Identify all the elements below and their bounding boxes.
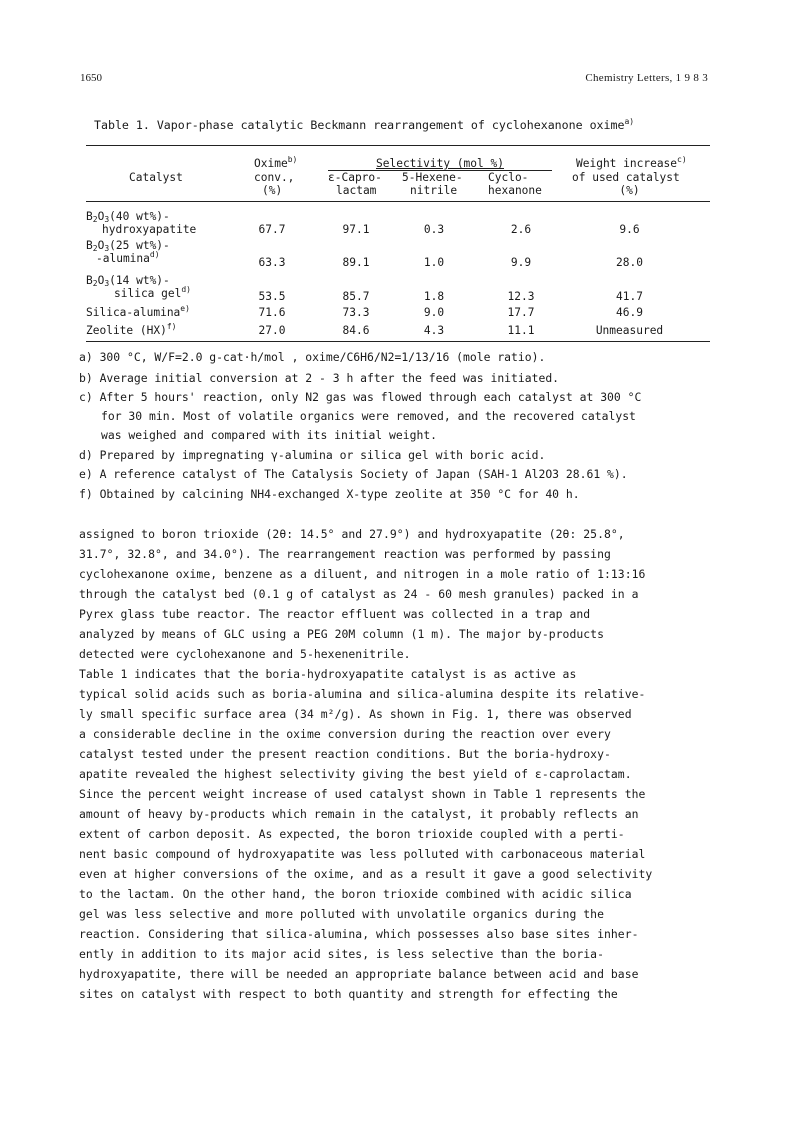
footnote-e: e) A reference catalyst of The Catalysis Society of Japan (SAH-1 Al2O3 28.61 %). bbox=[79, 467, 628, 481]
table-top-rule bbox=[86, 145, 710, 146]
body-line: apatite revealed the highest selectivity giving the best yield of ε-caprolactam. bbox=[79, 767, 632, 781]
footnote-c: c) After 5 hours' reaction, only N2 gas was flowed through each catalyst at 300 °C bbox=[79, 390, 642, 404]
row5-weight: Unmeasured bbox=[595, 324, 664, 337]
row1-caprolactam: 97.1 bbox=[342, 223, 370, 236]
header-weight bbox=[576, 155, 687, 170]
row5-hexenenitrile: 4.3 bbox=[423, 324, 445, 337]
row1-catalyst-1: $B_2O_3(40$ wt%)- bbox=[86, 210, 170, 224]
body-line: cyclohexanone oxime, benzene as a diluent, and nitrogen in a mole ratio of 1:13:16 bbox=[79, 567, 646, 581]
header-oxime-unit: (%) bbox=[262, 184, 283, 197]
row3-catalyst-note: d) bbox=[181, 285, 191, 294]
row2-conv: 63.3 bbox=[258, 256, 286, 269]
footnote-b: b) Average initial conversion at 2 - 3 h after the feed was initiated. bbox=[79, 371, 560, 385]
row2-hexenenitrile: 1.0 bbox=[423, 256, 445, 269]
header-oxime-conv: conv., bbox=[254, 171, 295, 184]
footnote-d: d) Prepared by impregnating γ-alumina or silica gel with boric acid. bbox=[79, 448, 546, 462]
row3-hexenenitrile: 1.8 bbox=[423, 290, 445, 303]
row3-catalyst-label: silica gel bbox=[114, 287, 182, 300]
body-line: typical solid acids such as boria-alumina and silica-alumina despite its relative- bbox=[79, 687, 646, 701]
body-line: hydroxyapatite, there will be needed an appropriate balance between acid and base bbox=[79, 967, 639, 981]
body-line: Since the percent weight increase of used catalyst shown in Table 1 represents the bbox=[79, 787, 646, 801]
row4-hexenenitrile: 9.0 bbox=[423, 306, 445, 319]
page-number: 1650 bbox=[80, 72, 102, 84]
header-weight-2: of used catalyst bbox=[572, 171, 680, 184]
body-line: a considerable decline in the oxime conversion during the reaction over every bbox=[79, 727, 611, 741]
body-line: even at higher conversions of the oxime, and as a result it gave a good selectivity bbox=[79, 867, 653, 881]
row4-caprolactam: 73.3 bbox=[342, 306, 370, 319]
body-line: sites on catalyst with respect to both quantity and strength for effecting the bbox=[79, 987, 618, 1001]
row1-hexenenitrile: 0.3 bbox=[423, 223, 445, 236]
caption-footnote-mark: a) bbox=[624, 117, 635, 126]
header-weight-unit: (%) bbox=[619, 184, 640, 197]
row5-catalyst-label: Zeolite (HX) bbox=[86, 324, 167, 337]
header-oxime-label: Oxime bbox=[254, 157, 288, 170]
header-hexenenitrile-1: 5-Hexene- bbox=[402, 171, 463, 184]
header-caprolactam-1: ε-Capro- bbox=[328, 171, 382, 184]
body-line: extent of carbon deposit. As expected, the boron trioxide coupled with a perti- bbox=[79, 827, 625, 841]
row3-weight: 41.7 bbox=[616, 290, 643, 303]
body-line: ently in addition to its major acid sites, is less selective than the boria- bbox=[79, 947, 604, 961]
row3-caprolactam: 85.7 bbox=[342, 290, 370, 303]
row5-caprolactam: 84.6 bbox=[342, 324, 370, 337]
body-line: gel was less selective and more polluted with unvolatile organics during the bbox=[79, 907, 604, 921]
body-line: through the catalyst bed (0.1 g of catalyst as 24 - 60 mesh granules) packed in a bbox=[79, 587, 639, 601]
body-line: to the lactam. On the other hand, the boron trioxide combined with acidic silica bbox=[79, 887, 632, 901]
table-header-rule bbox=[86, 201, 710, 202]
row2-caprolactam: 89.1 bbox=[342, 256, 370, 269]
row1-catalyst-2: hydroxyapatite bbox=[102, 223, 197, 236]
journal-name: Chemistry Letters, 1 9 8 3 bbox=[585, 72, 708, 84]
row3-conv: 53.5 bbox=[258, 290, 286, 303]
body-line: analyzed by means of GLC using a PEG 20M column (1 m). The major by-products bbox=[79, 627, 604, 641]
row2-catalyst-2 bbox=[96, 250, 160, 265]
row4-conv: 71.6 bbox=[258, 306, 286, 319]
body-line: 31.7°, 32.8°, and 34.0°). The rearrangement reaction was performed by passing bbox=[79, 547, 611, 561]
header-selectivity: Selectivity (mol %) bbox=[376, 157, 504, 170]
body-line: reaction. Considering that silica-alumina, which possesses also base sites inher- bbox=[79, 927, 639, 941]
body-line: amount of heavy by-products which remain in the catalyst, it probably reflects an bbox=[79, 807, 639, 821]
body-line: Table 1 indicates that the boria-hydroxyapatite catalyst is as active as bbox=[79, 667, 577, 681]
table-bottom-rule bbox=[86, 341, 710, 342]
row3-catalyst-2 bbox=[114, 285, 191, 300]
header-catalyst: Catalyst bbox=[129, 171, 183, 184]
body-line: assigned to boron trioxide (2θ: 14.5° and 27.9°) and hydroxyapatite (2θ: 25.8°, bbox=[79, 527, 625, 541]
page-header bbox=[80, 72, 708, 88]
table-caption bbox=[94, 118, 634, 132]
body-line: Pyrex glass tube reactor. The reactor effluent was collected in a trap and bbox=[79, 607, 591, 621]
row2-catalyst-1: $B_2O_3(25$ wt%)- bbox=[86, 239, 170, 253]
row2-cyclohexanone: 9.9 bbox=[510, 256, 532, 269]
row4-catalyst-note: e) bbox=[180, 304, 190, 313]
header-oxime-note: b) bbox=[287, 155, 298, 164]
row4-weight: 46.9 bbox=[616, 306, 643, 319]
row5-cyclohexanone: 11.1 bbox=[507, 324, 535, 337]
header-weight-note: c) bbox=[677, 155, 687, 164]
row1-conv: 67.7 bbox=[258, 223, 286, 236]
row5-catalyst-note: f) bbox=[166, 322, 177, 331]
body-line: detected were cyclohexanone and 5-hexenenitrile. bbox=[79, 647, 411, 661]
row2-weight: 28.0 bbox=[616, 256, 643, 269]
row3-catalyst-1: $B_2O_3(14$ wt%)- bbox=[86, 274, 170, 288]
row2-catalyst-label: -alumina bbox=[96, 252, 150, 265]
footnote-a: a) 300 °C, W/F=2.0 g-cat·h/mol , oxime/C6H6/N2=1/13/16 (mole ratio). bbox=[79, 350, 546, 364]
row5-conv: 27.0 bbox=[258, 324, 286, 337]
body-line: ly small specific surface area (34 m²/g). As shown in Fig. 1, there was observed bbox=[79, 707, 632, 721]
body-line: nent basic compound of hydroxyapatite was less polluted with carbonaceous material bbox=[79, 847, 646, 861]
header-cyclohexanone-2: hexanone bbox=[488, 184, 542, 197]
row5-catalyst bbox=[86, 322, 177, 337]
row4-catalyst-label: Silica-alumina bbox=[86, 306, 181, 319]
row4-cyclohexanone: 17.7 bbox=[507, 306, 535, 319]
body-line: catalyst tested under the present reaction conditions. But the boria-hydroxy- bbox=[79, 747, 611, 761]
header-caprolactam-2: lactam bbox=[336, 184, 377, 197]
row2-catalyst-note: d) bbox=[149, 250, 160, 259]
header-cyclohexanone-1: Cyclo- bbox=[488, 171, 529, 184]
footnote-c-cont-1: for 30 min. Most of volatile organics were removed, and the recovered catalyst bbox=[101, 409, 636, 423]
row1-cyclohexanone: 2.6 bbox=[510, 223, 532, 236]
header-oxime bbox=[254, 155, 298, 170]
row3-cyclohexanone: 12.3 bbox=[507, 290, 535, 303]
footnote-c-cont-2: was weighed and compared with its initial weight. bbox=[101, 428, 438, 442]
footnote-f: f) Obtained by calcining NH4-exchanged X-type zeolite at 350 °C for 40 h. bbox=[79, 487, 580, 501]
table-caption-text: Table 1. Vapor-phase catalytic Beckmann rearrangement of cyclohexanone oxime bbox=[94, 118, 625, 132]
header-hexenenitrile-2: nitrile bbox=[410, 184, 458, 197]
row4-catalyst bbox=[86, 304, 190, 319]
header-weight-label: Weight increase bbox=[576, 157, 678, 170]
row1-weight: 9.6 bbox=[619, 223, 640, 236]
